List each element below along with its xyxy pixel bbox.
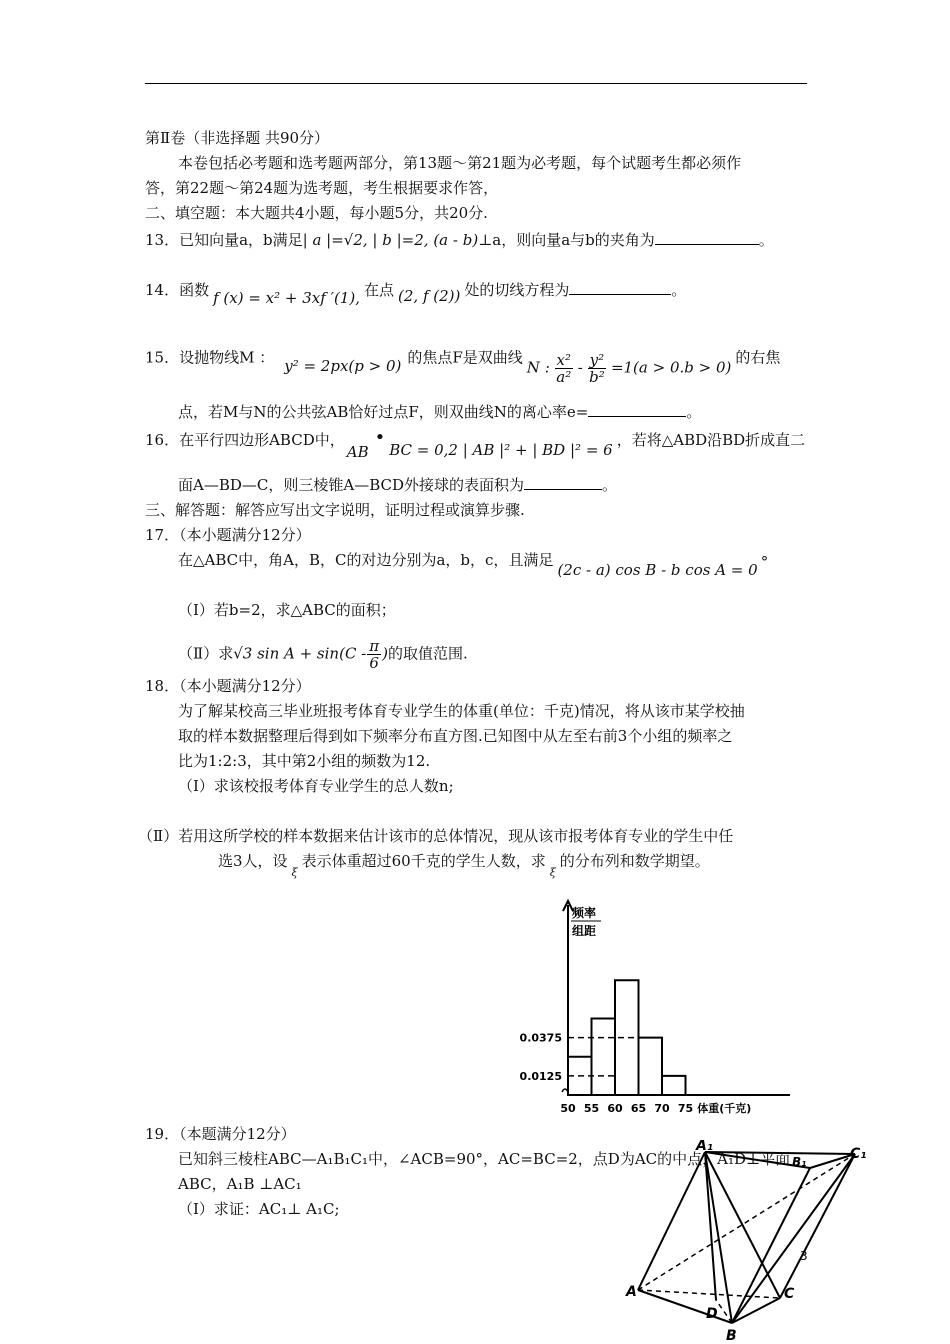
x-tick-75: 75	[677, 1102, 694, 1115]
y-label-bottom: 组距	[572, 924, 597, 938]
answer-blank-13[interactable]	[655, 230, 759, 245]
edge-b1b	[732, 1168, 810, 1323]
q15-hyperbola: =1(a > 0.b > 0)	[610, 358, 732, 377]
x-axis-label: 体重(千克)	[697, 1102, 752, 1115]
label-a1: A₁	[696, 1140, 713, 1154]
y-tick-0.0375: 0.0375	[519, 1031, 562, 1045]
header-rule	[145, 83, 807, 84]
q18-line-3: 比为1:2:3，其中第2小组的频数为12.	[178, 752, 431, 770]
x-tick-70: 70	[654, 1102, 670, 1115]
solve-heading: 三、解答题：解答应写出文字说明，证明过程或演算步骤.	[145, 501, 525, 519]
label-b1: B₁	[792, 1155, 807, 1169]
label-c1: C₁	[850, 1146, 867, 1162]
question-15: 15．设抛物线M ： y² = 2px(p > 0) 的焦点F是双曲线N : $\frac{\text{x²}}{\text{a²}}$ - $\frac{\text{y²}}{\text{b²}}$ =1(a > 0.b > 0)的右焦	[145, 348, 781, 386]
q17-text: 在△ABC中，角A，B，C的对边分别为a，b，c，且满足(2c - a) cos B - b cos A = 0 °	[178, 551, 769, 579]
intro-line-2: 答，第22题～第24题为选考题，考生根据要求作答，	[145, 179, 499, 197]
label-c: C	[784, 1286, 795, 1302]
x-tick-55: 55	[583, 1102, 600, 1115]
bar-55-60	[592, 1019, 616, 1096]
y-label-top: 频率	[572, 906, 597, 920]
q13-math: | a |=√2, | b |=2, (a - b)	[302, 231, 479, 249]
q18-heading: 18．（本小题满分12分）	[145, 677, 311, 695]
q18-part-1: （Ⅰ）求该校报考体育专业学生的总人数n;	[178, 777, 454, 795]
y-tick-0.0125: 0.0125	[519, 1069, 562, 1083]
label-d: D	[706, 1306, 718, 1322]
answer-blank-16[interactable]	[524, 475, 602, 490]
edge-c1c	[780, 1154, 855, 1298]
answer-blank-14[interactable]	[569, 280, 671, 295]
histogram-chart	[505, 895, 805, 1115]
q17-heading: 17．（本小题满分12分）	[145, 526, 311, 544]
q17-part-1: （Ⅰ）若b=2，求△ABC的面积；	[178, 601, 396, 619]
label-b: B	[726, 1328, 737, 1344]
fill-heading: 二、填空题：本大题共4小题，每小题5分，共20分.	[145, 204, 488, 222]
q17-expression: √3 sin A + sin(C -	[233, 644, 367, 663]
q18-line-1: 为了解某校高三毕业班报考体育专业学生的体重(单位：千克)情况，将从该市某学校抽	[178, 702, 745, 720]
x-tick-60: 60	[607, 1102, 623, 1115]
q15-parabola: y² = 2px(p > 0)	[284, 356, 402, 375]
q19-part-1: （Ⅰ）求证：AC₁⊥ A₁C;	[178, 1200, 340, 1218]
q17-condition: (2c - a) cos B - b cos A = 0	[557, 561, 758, 579]
answer-blank-15[interactable]	[588, 402, 686, 417]
prism-figure	[620, 1140, 870, 1344]
question-15-line-2: 点，若M与N的公共弦AB恰好过点F，则双曲线N的离心率e= 。	[178, 403, 702, 421]
q14-point: (2, f (2))	[398, 287, 461, 305]
question-16-line-2: 面A—BD—C，则三棱锥A—BCD外接球的表面积为 。	[178, 476, 618, 494]
edge-a1d	[705, 1152, 716, 1300]
q18-part-2: （Ⅱ）若用这所学校的样本数据来估计该市的总体情况，现从该市报考体育专业的学生中任	[138, 827, 734, 845]
question-14: 14．函数 f (x) = x² + 3xf ′(1), 在点 (2, f (2)) 处的切线方程为 。	[145, 281, 687, 307]
bar-65-70	[639, 1038, 663, 1095]
label-a: A	[626, 1284, 637, 1300]
question-16: 16．在平行四边形ABCD中，AB•BC = 0,2 | AB |² + | BD |² = 6，若将△ABD沿BD折成直二	[145, 427, 806, 461]
q17-part-2: （Ⅱ）求√3 sin A + sin(C - $\frac{\pi}{6}$ )的取值范围.	[178, 637, 468, 672]
q19-line-2: ABC，A₁B ⊥AC₁	[178, 1174, 306, 1194]
section-title: 第Ⅱ卷（非选择题 共90分）	[145, 129, 330, 147]
q19-heading: 19．（本题满分12分）	[145, 1125, 296, 1143]
q19-line-1: 已知斜三棱柱ABC—A₁B₁C₁中，∠ACB=90°，AC=BC=2，点D为AC的中点，A₁D⊥平面	[178, 1150, 791, 1168]
q18-part-2-line-2: 选3人，设$_\xi$表示体重超过60千克的学生人数，求$_\xi$的分布列和数学期望。	[218, 852, 710, 879]
x-tick-65: 65	[630, 1102, 647, 1115]
q16-math: BC = 0,2 | AB |² + | BD |² = 6	[389, 441, 613, 459]
intro-line-1: 本卷包括必考题和选考题两部分，第13题～第21题为必考题，每个试题考生都必须作	[178, 154, 742, 172]
q18-line-2: 取的样本数据整理后得到如下频率分布直方图.已知图中从左至右前3个小组的频率之	[178, 727, 733, 745]
q14-math: f (x) = x² + 3xf ′(1),	[213, 289, 361, 307]
question-13: 13．已知向量a，b满足| a |=√2, | b |=2, (a - b)⊥a，则向量a与b的夹角为 。	[145, 231, 774, 249]
page-number: 3	[800, 1249, 808, 1263]
x-tick-50: 50	[560, 1102, 576, 1115]
edge-a1c1	[705, 1152, 855, 1154]
edge-ab	[638, 1290, 732, 1323]
bar-70-75	[662, 1076, 686, 1095]
